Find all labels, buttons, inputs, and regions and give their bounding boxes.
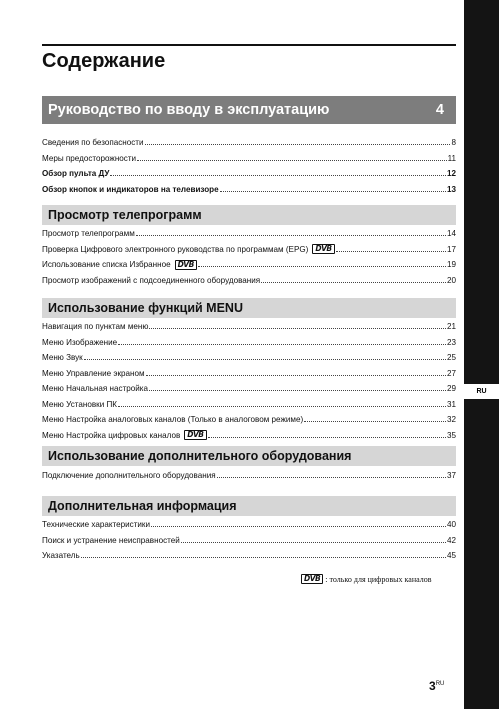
section-list-setup — [42, 137, 456, 199]
section-title: Просмотр телепрограмм — [48, 208, 202, 222]
toc-entry[interactable]: Меню Управление экраном 27 — [42, 368, 456, 378]
section-list-equipment — [42, 470, 456, 486]
section-header-watching[interactable] — [42, 205, 456, 225]
dvb-icon: DVB — [312, 244, 334, 254]
section-header-additional[interactable] — [42, 496, 456, 516]
toc-entry[interactable]: Поиск и устранение неисправностей 42 — [42, 535, 456, 545]
side-language-strip — [464, 0, 499, 709]
toc-entry[interactable]: Навигация по пунктам меню 21 — [42, 322, 456, 331]
section-header-menu[interactable] — [42, 298, 456, 318]
page-title: Содержание — [42, 50, 166, 72]
toc-entry[interactable]: Технические характеристики 40 — [42, 520, 456, 529]
toc-entry[interactable]: Подключение дополнительного оборудования 37 — [42, 471, 456, 480]
dvb-icon: DVB — [301, 574, 323, 584]
toc-entry[interactable]: Меню Изображение 23 — [42, 337, 456, 347]
toc-entry[interactable]: Просмотр изображений с подсоединенного оборудования 20 — [42, 275, 456, 285]
toc-entry[interactable]: Меню Начальная настройка 29 — [42, 384, 456, 393]
toc-entry[interactable]: Обзор кнопок и индикаторов на телевизоре 13 — [42, 184, 456, 194]
section-list-watching — [42, 228, 456, 290]
page-number: $3^{RU}$ — [429, 679, 445, 693]
language-tab: RU — [464, 384, 499, 399]
section-list-menu — [42, 321, 456, 445]
section-page: 4 — [435, 102, 444, 118]
section-title: Использование дополнительного оборудования — [48, 449, 352, 463]
footnote — [301, 574, 432, 584]
section-title: Руководство по вводу в эксплуатацию — [48, 102, 330, 118]
top-rule — [42, 44, 456, 46]
toc-entry[interactable]: Просмотр телепрограмм 14 — [42, 229, 456, 238]
toc-entry[interactable]: Меню Настройка аналоговых каналов (Только в аналоговом режиме) 32 — [42, 415, 456, 424]
toc-entry[interactable]: Меню Установки ПК 31 — [42, 399, 456, 409]
footnote-text: : только для цифровых каналов — [325, 574, 432, 584]
toc-entry[interactable]: Проверка Цифрового электронного руководства по программам (EPG) DVB 17 — [42, 244, 456, 254]
dvb-icon: DVB — [175, 260, 197, 270]
toc-entry[interactable]: Обзор пульта ДУ 12 — [42, 169, 456, 178]
section-title: Использование функций MENU — [48, 301, 243, 315]
toc-entry[interactable]: Использование списка Избранное DVB 19 — [42, 259, 456, 269]
section-title: Дополнительная информация — [48, 499, 237, 513]
dvb-icon: DVB — [184, 430, 206, 440]
toc-entry[interactable]: Меры предосторожности 11 — [42, 153, 456, 163]
toc-entry[interactable]: Меню Звук 25 — [42, 353, 456, 362]
section-list-additional — [42, 519, 456, 566]
toc-entry[interactable]: Меню Настройка цифровых каналов DVB 35 — [42, 430, 456, 440]
toc-entry[interactable]: Сведения по безопасности 8 — [42, 138, 456, 147]
section-header-equipment[interactable] — [42, 446, 456, 466]
toc-entry[interactable]: Указатель 45 — [42, 551, 456, 560]
section-header-setup[interactable] — [42, 96, 456, 124]
